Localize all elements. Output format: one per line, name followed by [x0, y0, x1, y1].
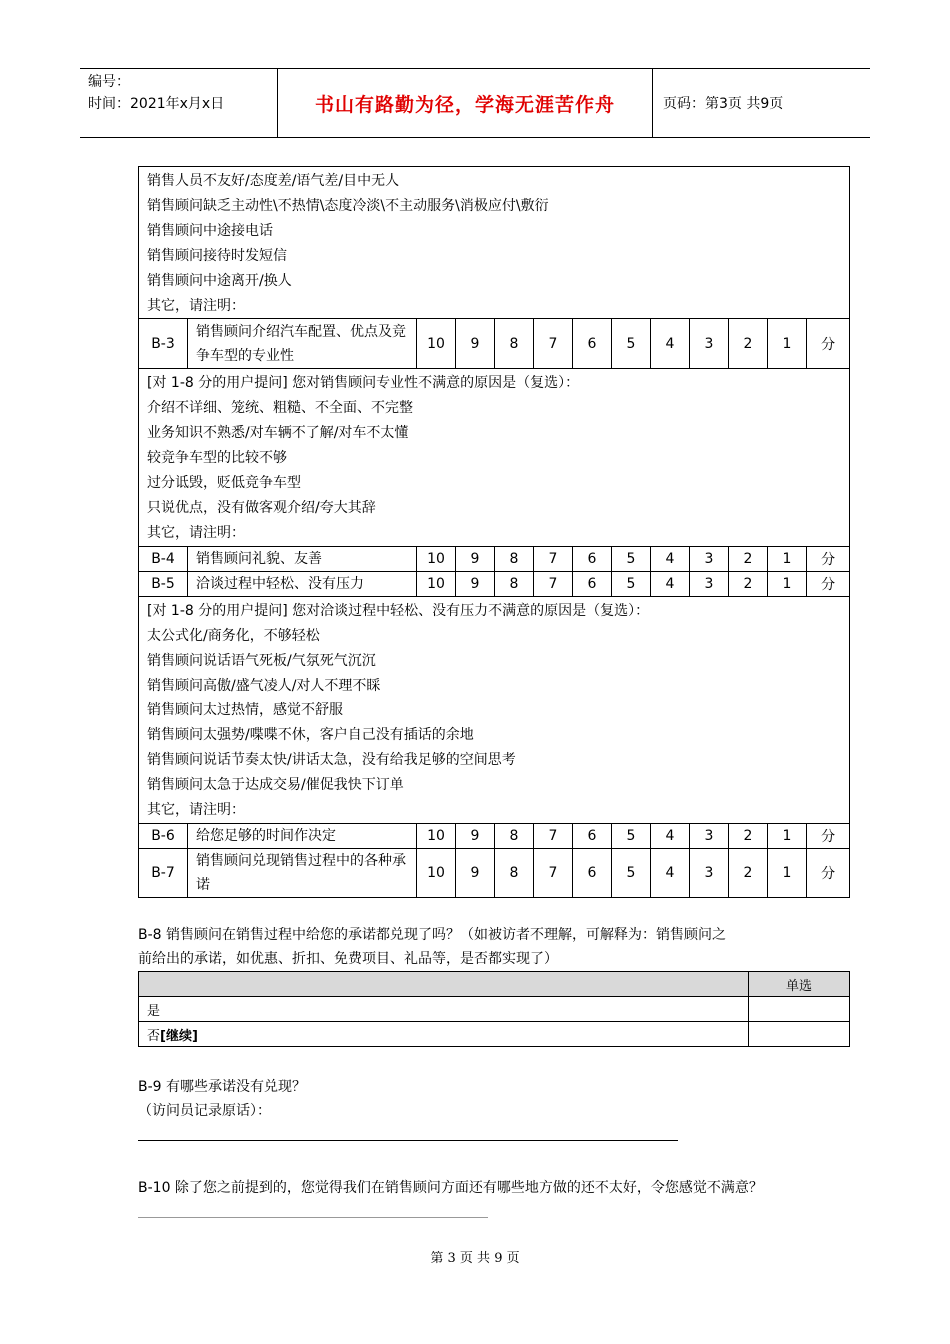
score-option[interactable]: 10 — [417, 571, 456, 596]
score-option[interactable]: 5 — [612, 546, 651, 571]
score-option[interactable]: 7 — [534, 319, 573, 369]
score-option[interactable]: 7 — [534, 823, 573, 848]
score-unit: 分 — [807, 546, 850, 571]
score-option[interactable]: 10 — [417, 823, 456, 848]
score-option[interactable]: 9 — [456, 546, 495, 571]
question-row-b7 — [139, 848, 850, 897]
score-option[interactable]: 2 — [729, 319, 768, 369]
score-option[interactable]: 8 — [495, 546, 534, 571]
score-option[interactable]: 2 — [729, 546, 768, 571]
reason-option[interactable]: 销售顾问高傲/盛气凌人/对人不理不睬 — [147, 677, 381, 694]
score-option[interactable]: 5 — [612, 319, 651, 369]
other-option[interactable]: 其它，请注明： — [147, 802, 245, 819]
reason-option[interactable]: 销售顾问太急于达成交易/催促我快下订单 — [147, 777, 404, 794]
reason-option[interactable]: 过分诋毁，贬低竞争车型 — [147, 475, 301, 492]
page-header — [80, 68, 870, 138]
b10-question: B-10 除了您之前提到的，您觉得我们在销售顾问方面还有哪些地方做的还不太好，令您感觉不满意？ — [138, 1180, 763, 1196]
header-page-info: 页码：第3页 共9页 — [663, 96, 784, 112]
question-text: 销售顾问礼貌、友善 — [188, 546, 417, 571]
page-footer: 第 3 页 共 9 页 — [430, 1251, 520, 1266]
score-option[interactable]: 7 — [534, 571, 573, 596]
score-option[interactable]: 4 — [651, 848, 690, 897]
reason-list — [139, 167, 850, 319]
question-code: B-7 — [139, 848, 188, 897]
reason-option[interactable]: 销售顾问缺乏主动性\不热情\态度冷淡\不主动服务\消极应付\敷衍 — [147, 197, 549, 214]
question-code: B-4 — [139, 546, 188, 571]
other-option[interactable]: 其它，请注明： — [147, 297, 245, 314]
single-choice-table — [138, 971, 850, 1047]
score-option[interactable]: 3 — [690, 319, 729, 369]
score-option[interactable]: 3 — [690, 848, 729, 897]
score-unit: 分 — [807, 571, 850, 596]
score-option[interactable]: 3 — [690, 571, 729, 596]
b9-hint: （访问员记录原话）： — [138, 1103, 271, 1119]
score-option[interactable]: 6 — [573, 571, 612, 596]
score-option[interactable]: 6 — [573, 319, 612, 369]
score-option[interactable]: 1 — [768, 571, 807, 596]
header-meta — [80, 69, 278, 137]
score-option[interactable]: 8 — [495, 823, 534, 848]
reason-option[interactable]: 销售人员不友好/态度差/语气差/目中无人 — [147, 173, 400, 189]
score-unit: 分 — [807, 848, 850, 897]
question-text: 洽谈过程中轻松、没有压力 — [188, 571, 417, 596]
question-row-b3 — [139, 319, 850, 369]
question-row-b6 — [139, 823, 850, 848]
reason-list — [139, 369, 850, 546]
option-yes-checkbox[interactable] — [749, 997, 850, 1022]
b9-question — [138, 1075, 306, 1123]
score-option[interactable]: 4 — [651, 571, 690, 596]
header-blank-cell — [139, 972, 749, 997]
score-option[interactable]: 1 — [768, 546, 807, 571]
score-option[interactable]: 4 — [651, 319, 690, 369]
score-option[interactable]: 9 — [456, 848, 495, 897]
option-yes-label: 是 — [139, 997, 749, 1022]
question-text: 销售顾问兑现销售过程中的各种承诺 — [188, 848, 417, 897]
score-option[interactable]: 6 — [573, 823, 612, 848]
score-option[interactable]: 3 — [690, 546, 729, 571]
reason-option[interactable]: 介绍不详细、笼统、粗糙、不全面、不完整 — [147, 400, 413, 417]
reason-option[interactable]: 销售顾问说话节奏太快/讲话太急，没有给我足够的空间思考 — [147, 752, 516, 769]
score-unit: 分 — [807, 823, 850, 848]
reason-option[interactable]: 销售顾问太强势/喋喋不休，客户自己没有插话的余地 — [147, 727, 474, 744]
score-option[interactable]: 7 — [534, 546, 573, 571]
question-code: B-6 — [139, 823, 188, 848]
score-option[interactable]: 2 — [729, 848, 768, 897]
reasons-row — [139, 167, 850, 319]
b8-question-line: 前给出的承诺，如优惠、折扣、免费项目、礼品等，是否都实现了） — [138, 951, 558, 967]
score-option[interactable]: 10 — [417, 319, 456, 369]
score-option[interactable]: 8 — [495, 319, 534, 369]
single-choice-header: 单选 — [749, 972, 850, 997]
score-option[interactable]: 1 — [768, 848, 807, 897]
number-label: 编号： — [88, 74, 130, 90]
b9-answer-line[interactable] — [138, 1140, 678, 1141]
score-option[interactable]: 9 — [456, 319, 495, 369]
score-option[interactable]: 9 — [456, 823, 495, 848]
continue-tag: [继续] — [160, 1028, 198, 1044]
reason-list — [139, 596, 850, 823]
b9-question-text: B-9 有哪些承诺没有兑现？ — [138, 1079, 307, 1095]
score-option[interactable]: 10 — [417, 848, 456, 897]
score-option[interactable]: 10 — [417, 546, 456, 571]
score-option[interactable]: 4 — [651, 823, 690, 848]
score-option[interactable]: 6 — [573, 848, 612, 897]
score-option[interactable]: 8 — [495, 571, 534, 596]
reason-option[interactable]: 太公式化/商务化，不够轻松 — [147, 627, 320, 644]
reason-prompt: [对 1-8 分的用户提问] 您对销售顾问专业性不满意的原因是（复选）： — [147, 375, 580, 392]
score-option[interactable]: 7 — [534, 848, 573, 897]
b10-answer-line[interactable] — [138, 1217, 488, 1218]
question-row-b5 — [139, 571, 850, 596]
score-option[interactable]: 5 — [612, 848, 651, 897]
score-option[interactable]: 1 — [768, 823, 807, 848]
score-option[interactable]: 9 — [456, 571, 495, 596]
score-option[interactable]: 8 — [495, 848, 534, 897]
score-option[interactable]: 3 — [690, 823, 729, 848]
reason-option[interactable]: 销售顾问说话语气死板/气氛死气沉沉 — [147, 652, 376, 669]
b8-question-line: B-8 销售顾问在销售过程中给您的承诺都兑现了吗？（如被访者不理解，可解释为：销售顾问之 — [138, 927, 727, 943]
question-code: B-5 — [139, 571, 188, 596]
score-option[interactable]: 2 — [729, 571, 768, 596]
score-option[interactable]: 5 — [612, 571, 651, 596]
reason-option[interactable]: 销售顾问接待时发短信 — [147, 247, 287, 264]
reason-prompt: [对 1-8 分的用户提问] 您对洽谈过程中轻松、没有压力不满意的原因是（复选）： — [147, 602, 650, 619]
reason-option[interactable]: 销售顾问中途接电话 — [147, 222, 273, 239]
option-no-label — [139, 1022, 749, 1047]
reasons-row — [139, 596, 850, 823]
date-line: 时间：2021年x月x日 — [88, 96, 225, 112]
reasons-row — [139, 369, 850, 546]
score-unit: 分 — [807, 319, 850, 369]
reason-option[interactable]: 较竞争车型的比较不够 — [147, 450, 287, 467]
score-option[interactable]: 1 — [768, 319, 807, 369]
score-option[interactable]: 5 — [612, 823, 651, 848]
option-no-text: 否 — [147, 1028, 161, 1044]
rating-table — [138, 166, 850, 898]
reason-option[interactable]: 销售顾问中途离开/换人 — [147, 272, 292, 289]
score-option[interactable]: 6 — [573, 546, 612, 571]
reason-option[interactable]: 只说优点，没有做客观介绍/夸大其辞 — [147, 499, 376, 516]
question-text: 销售顾问介绍汽车配置、优点及竞争车型的专业性 — [188, 319, 417, 369]
other-option[interactable]: 其它，请注明： — [147, 524, 245, 541]
score-option[interactable]: 2 — [729, 823, 768, 848]
score-option[interactable]: 4 — [651, 546, 690, 571]
option-no-checkbox[interactable] — [749, 1022, 850, 1047]
reason-option[interactable]: 销售顾问太过热情，感觉不舒服 — [147, 702, 343, 719]
question-row-b4 — [139, 546, 850, 571]
question-text: 给您足够的时间作决定 — [188, 823, 417, 848]
header-motto: 书山有路勤为径，学海无涯苦作舟 — [278, 69, 653, 137]
reason-option[interactable]: 业务知识不熟悉/对车辆不了解/对车不太懂 — [147, 425, 409, 442]
question-code: B-3 — [139, 319, 188, 369]
b8-question — [138, 923, 726, 971]
